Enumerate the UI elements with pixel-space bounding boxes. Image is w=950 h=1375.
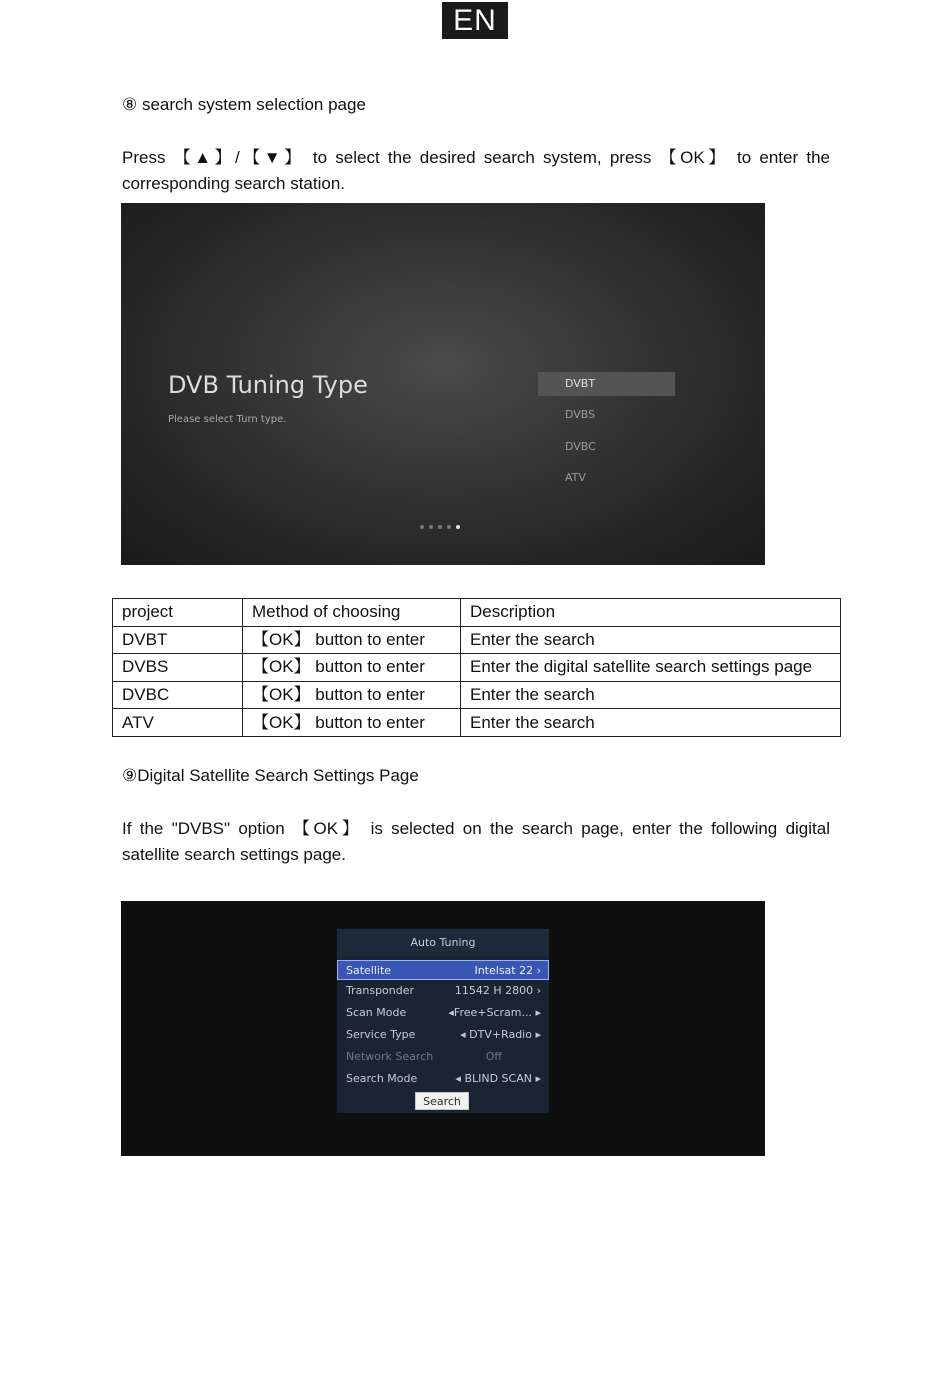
page-dot [447, 525, 451, 529]
setting-value: Intelsat 22 › [474, 964, 541, 977]
auto-tuning-panel [337, 929, 549, 1113]
setting-value: ◂ DTV+Radio ▸ [460, 1028, 541, 1041]
setting-label: Network Search [346, 1050, 434, 1063]
table-row [113, 709, 841, 737]
setting-row-transponder[interactable] [337, 981, 549, 1001]
section-9-instruction: If the "DVBS" option 【OK】 is selected on the search page, enter the following digital satellite search settings page. [122, 819, 830, 864]
page-indicator [420, 525, 460, 529]
table-cell: Enter the search [461, 681, 841, 709]
table-row [113, 681, 841, 709]
auto-tuning-title: Auto Tuning [337, 929, 549, 956]
setting-label: Transponder [346, 984, 415, 997]
table-cell: DVBC [113, 681, 243, 709]
setting-label: Service Type [346, 1028, 416, 1041]
table-cell: Enter the search [461, 709, 841, 737]
table-header-cell: Description [461, 599, 841, 627]
table-cell: DVBT [113, 626, 243, 654]
table-cell: 【OK】 button to enter [243, 681, 461, 709]
table-cell: Enter the digital satellite search settings page [461, 654, 841, 682]
setting-row-scan-mode[interactable] [337, 1003, 549, 1023]
setting-label: Scan Mode [346, 1006, 407, 1019]
setting-row-network-search [337, 1047, 549, 1067]
tuning-option-atv[interactable]: ATV [565, 471, 586, 484]
section-9-heading: ⑨Digital Satellite Search Settings Page [122, 766, 419, 785]
tuning-type-title: DVB Tuning Type [168, 371, 368, 399]
table-cell: 【OK】 button to enter [243, 626, 461, 654]
page-dot [438, 525, 442, 529]
auto-tuning-screenshot [121, 901, 765, 1156]
page-dot-active [456, 525, 460, 529]
setting-row-search-mode[interactable] [337, 1069, 549, 1089]
setting-label: Satellite [346, 964, 392, 977]
table-cell: Enter the search [461, 626, 841, 654]
tuning-type-subtitle: Please select Turn type. [168, 414, 287, 425]
table-cell: DVBS [113, 654, 243, 682]
setting-value: ◂ BLIND SCAN ▸ [455, 1072, 541, 1085]
setting-label: Search Mode [346, 1072, 418, 1085]
tuning-option-dvbt[interactable]: DVBT [538, 372, 675, 396]
setting-value: ◂Free+Scram... ▸ [448, 1006, 541, 1019]
table-cell: 【OK】 button to enter [243, 709, 461, 737]
table-row [113, 626, 841, 654]
setting-value: Off [485, 1050, 502, 1063]
table-cell: 【OK】 button to enter [243, 654, 461, 682]
table-header-cell: Method of choosing [243, 599, 461, 627]
dvb-tuning-type-screenshot [121, 203, 765, 565]
table-row [113, 654, 841, 682]
table-header-cell: project [113, 599, 243, 627]
page-dot [420, 525, 424, 529]
setting-value: 11542 H 2800 › [454, 984, 541, 997]
search-method-table [112, 598, 841, 737]
search-button[interactable]: Search [415, 1092, 469, 1110]
tuning-option-dvbc[interactable]: DVBC [565, 440, 596, 453]
tuning-option-dvbs[interactable]: DVBS [565, 408, 596, 421]
section-8-heading: ⑧ search system selection page [122, 95, 366, 114]
table-cell: ATV [113, 709, 243, 737]
section-8-instruction: Press 【▲】/【▼】 to select the desired search system, press 【OK】 to enter the corresponding search station. [122, 148, 830, 193]
table-header-row [113, 599, 841, 627]
language-badge: EN [442, 2, 508, 39]
setting-row-service-type[interactable] [337, 1025, 549, 1045]
setting-row-satellite[interactable] [337, 960, 549, 980]
page-dot [429, 525, 433, 529]
